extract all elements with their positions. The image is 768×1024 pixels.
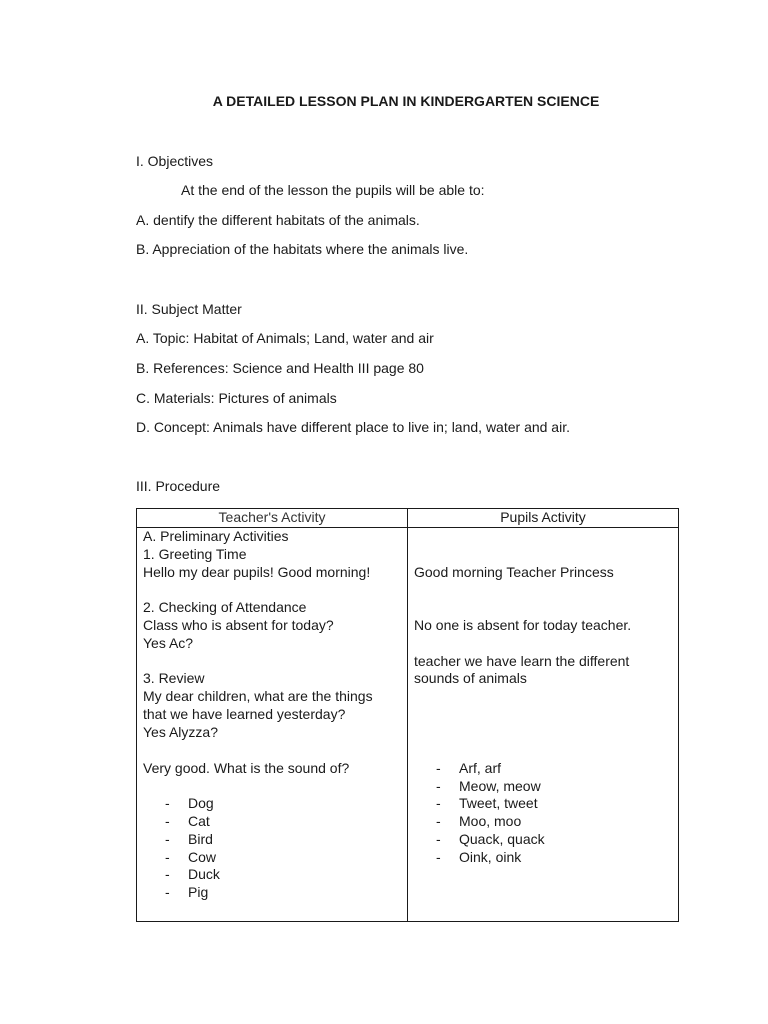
list-bullet: - [165,795,170,811]
procedure-table [136,508,679,922]
objective-item: A. dentify the different habitats of the animals. [136,212,420,228]
subject-matter-heading: II. Subject Matter [136,301,242,317]
list-item: Pig [188,884,209,900]
subject-matter-item: B. References: Science and Health III page 80 [136,360,424,376]
column-header-teacher: Teacher's Activity [137,509,408,528]
list-item: Cat [188,813,210,829]
greeting-reply: Good morning Teacher Princess [414,564,614,580]
table-header-row [137,509,679,528]
sound-question: Very good. What is the sound of? [143,760,350,776]
procedure-heading: III. Procedure [136,478,221,494]
subject-matter-item: C. Materials: Pictures of animals [136,390,337,406]
review-heading: 3. Review [143,670,205,686]
pupils-activity-cell [408,528,679,922]
list-bullet: - [436,795,441,811]
list-item: Oink, oink [459,849,522,865]
list-item: Duck [188,866,220,882]
objective-item: B. Appreciation of the habitats where the animals live. [136,241,469,257]
greeting-heading: 1. Greeting Time [143,546,247,562]
greeting-line: Hello my dear pupils! Good morning! [143,564,371,580]
list-item: Tweet, tweet [459,795,538,811]
list-bullet: - [436,849,441,865]
list-item: Cow [188,849,217,865]
preliminary-heading: A. Preliminary Activities [143,528,289,544]
list-bullet: - [436,778,441,794]
list-bullet: - [165,884,170,900]
review-line: that we have learned yesterday? [143,706,346,722]
list-bullet: - [436,831,441,847]
attendance-line: Yes Ac? [143,635,194,651]
list-bullet: - [165,866,170,882]
list-item: Bird [188,831,213,847]
subject-matter-item: A. Topic: Habitat of Animals; Land, water and air [136,330,434,346]
list-item: Dog [188,795,214,811]
review-line: My dear children, what are the things [143,688,373,704]
objectives-intro: At the end of the lesson the pupils will be able to: [181,182,485,198]
column-header-pupils: Pupils Activity [408,509,679,528]
list-item: Quack, quack [459,831,545,847]
review-line: Yes Alyzza? [143,724,218,740]
review-reply: sounds of animals [414,670,527,686]
list-item: Meow, meow [459,778,541,794]
list-bullet: - [165,849,170,865]
list-item: Moo, moo [459,813,522,829]
list-item: Arf, arf [459,760,502,776]
list-bullet: - [165,813,170,829]
list-bullet: - [165,831,170,847]
document-title: A DETAILED LESSON PLAN IN KINDERGARTEN SCIENCE [212,93,600,109]
attendance-line: Class who is absent for today? [143,617,334,633]
review-reply: teacher we have learn the different [414,653,630,669]
teacher-activity-cell [137,528,408,922]
subject-matter-item: D. Concept: Animals have different place to live in; land, water and air. [136,419,570,435]
attendance-reply: No one is absent for today teacher. [414,617,632,633]
list-bullet: - [436,813,441,829]
objectives-heading: I. Objectives [136,153,214,169]
table-row [137,528,679,922]
list-bullet: - [436,760,441,776]
attendance-heading: 2. Checking of Attendance [143,599,307,615]
